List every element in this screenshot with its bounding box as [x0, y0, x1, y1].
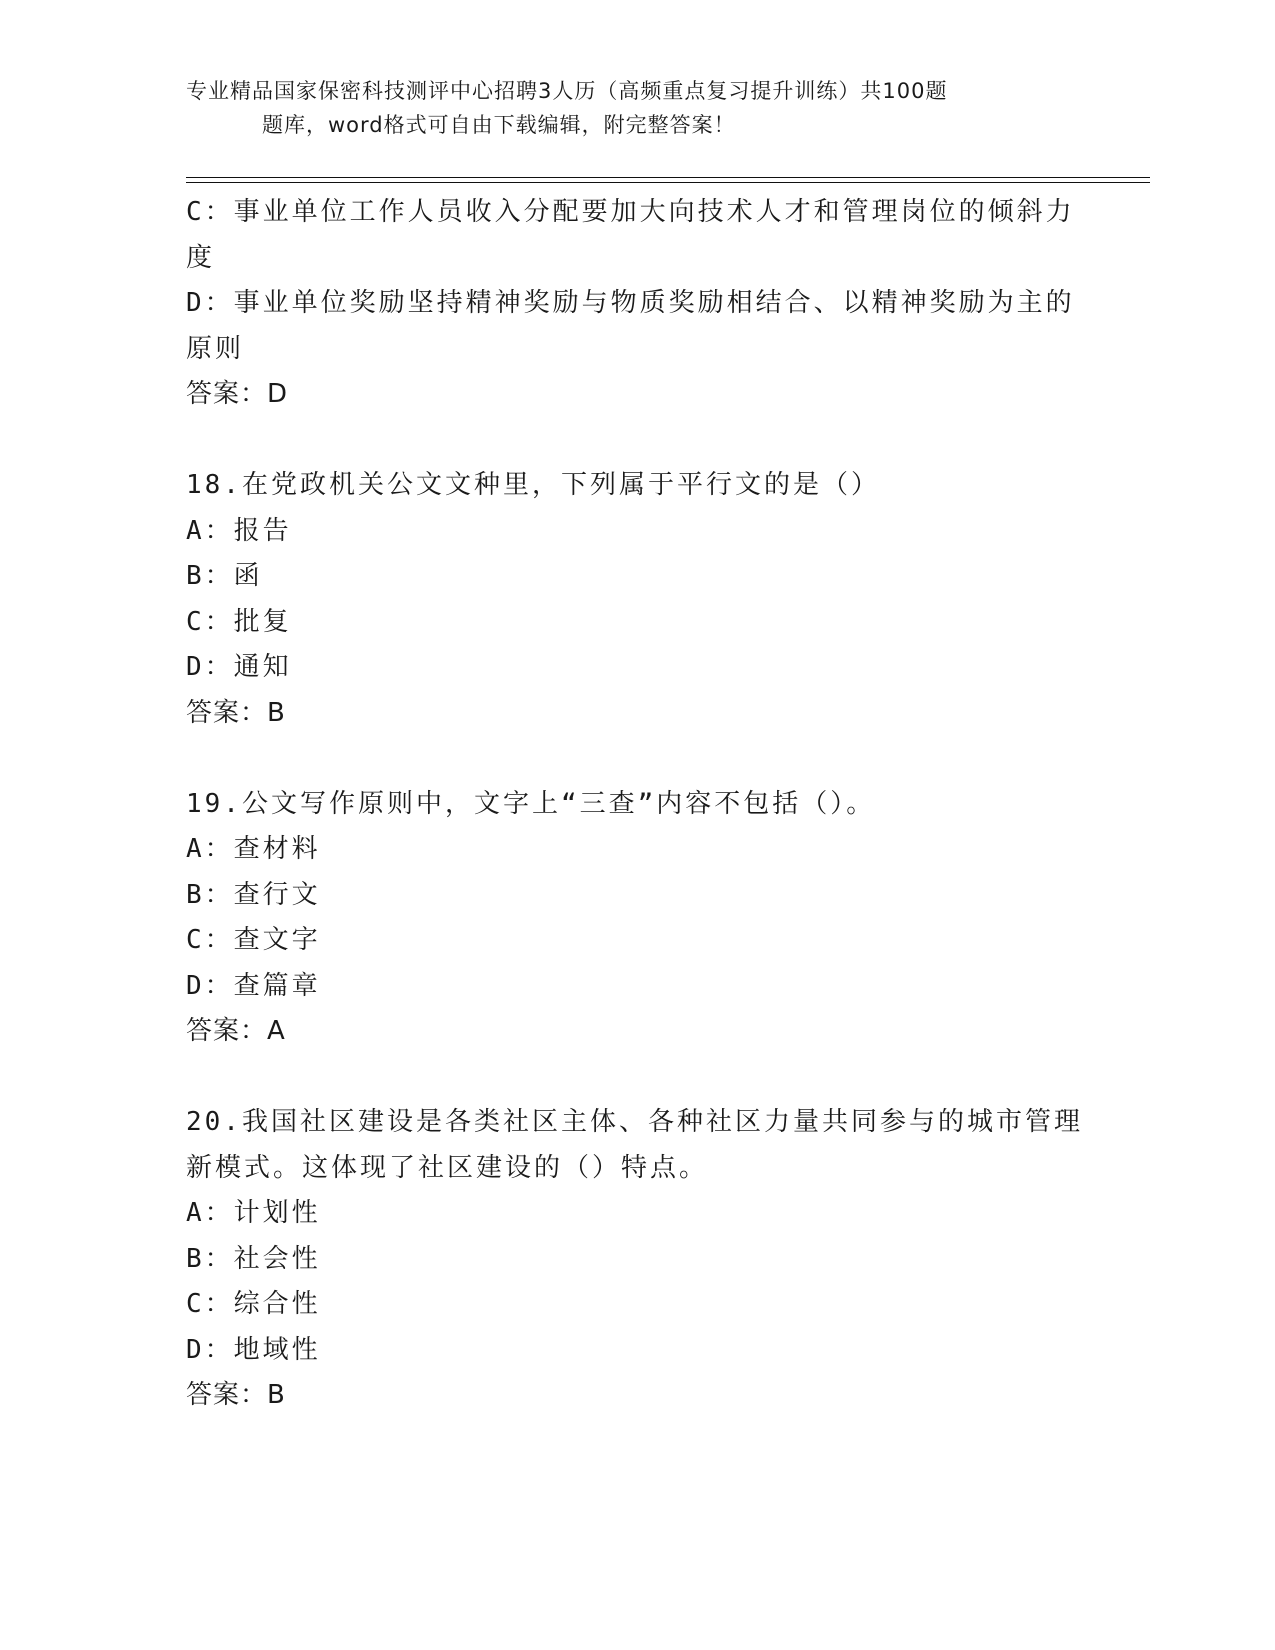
spacer	[186, 736, 1086, 782]
question-stem-wrap: 新模式。这体现了社区建设的（）特点。	[186, 1152, 709, 1183]
option-d: D：通知	[186, 652, 292, 682]
answer: 答案：B	[186, 1380, 286, 1410]
spacer	[186, 418, 1086, 464]
option-c: C：查文字	[186, 925, 321, 955]
option-d: D：事业单位奖励坚持精神奖励与物质奖励相结合、以精神奖励为主的	[186, 288, 1075, 318]
answer: 答案：D	[186, 379, 289, 409]
question-stem: 19.公文写作原则中，文字上“三查”内容不包括（）。	[186, 788, 876, 819]
option-c: C：综合性	[186, 1289, 321, 1319]
option-b: B：函	[186, 561, 263, 591]
answer: 答案：B	[186, 697, 286, 728]
option-d: D：查篇章	[186, 970, 321, 1001]
document-header	[186, 74, 1066, 142]
question-20	[186, 1100, 1086, 1419]
spacer	[186, 1055, 1086, 1101]
question-19	[186, 782, 1086, 1055]
option-d: D：地域性	[186, 1334, 321, 1365]
option-d-wrap: 原则	[186, 333, 245, 364]
header-title-line-1: 专业精品国家保密科技测评中心招聘3人历（高频重点复习提升训练）共100题	[186, 79, 948, 103]
question-stem: 20.我国社区建设是各类社区主体、各种社区力量共同参与的城市管理	[186, 1107, 1083, 1137]
header-rule-top	[186, 177, 1150, 178]
option-b: B：社会性	[186, 1243, 321, 1274]
option-a: A：计划性	[186, 1198, 321, 1228]
option-c: C：批复	[186, 606, 292, 637]
question-stem: 18.在党政机关公文文种里，下列属于平行文的是（）	[186, 470, 880, 500]
option-a: A：查材料	[186, 834, 321, 864]
option-c: C：事业单位工作人员收入分配要加大向技术人才和管理岗位的倾斜力	[186, 197, 1075, 227]
answer: 答案：A	[186, 1016, 286, 1046]
option-a: A：报告	[186, 515, 292, 546]
option-b: B：查行文	[186, 879, 321, 910]
question-17-continuation	[186, 190, 1086, 418]
option-c-wrap: 度	[186, 242, 216, 273]
header-rule-bottom	[186, 182, 1150, 183]
header-title-line-2: 题库，word格式可自由下载编辑，附完整答案！	[262, 113, 736, 137]
document-body	[186, 190, 1086, 1419]
question-18	[186, 463, 1086, 736]
